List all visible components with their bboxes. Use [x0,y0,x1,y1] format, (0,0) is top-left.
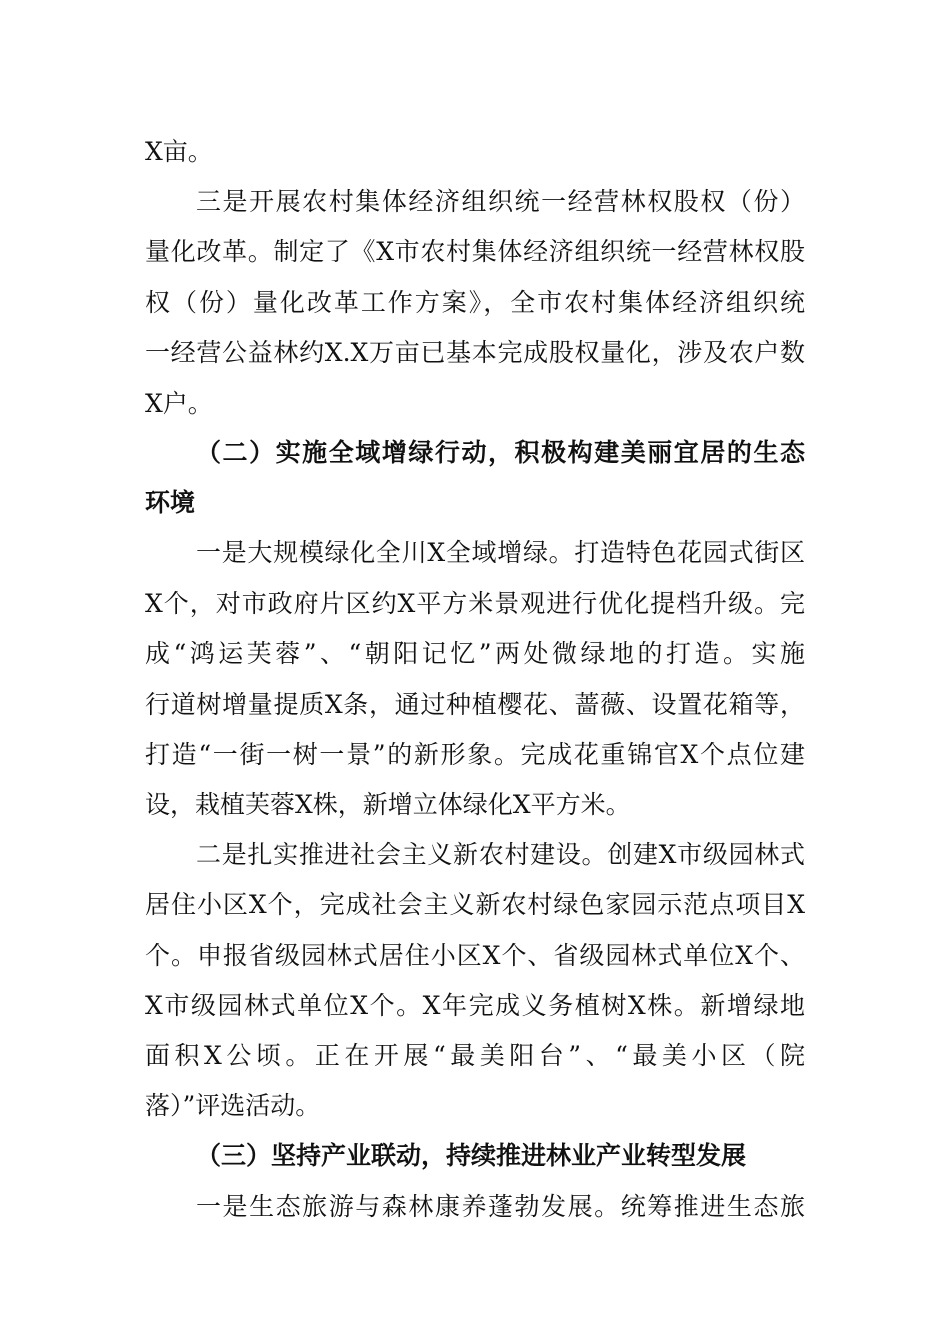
text-line: 落）”评选活动。 [145,1091,321,1120]
text-line: 打造“一街一树一景”的新形象。完成花重锦官X个点位建 [145,740,805,769]
paragraph-first-line: 三是开展农村集体经济组织统一经营林权股权（份） [196,187,805,216]
text-line: X户。 [145,389,213,418]
text-line: 行道树增量提质X条，通过种植樱花、蔷薇、设置花箱等， [145,690,805,719]
text-line: X市级园林式单位X个。X年完成义务植树X株。新增绿地 [145,991,805,1020]
text-line: 权（份）量化改革工作方案》，全市农村集体经济组织统 [145,288,805,317]
text-line: 一经营公益林约X.X万亩已基本完成股权量化，涉及农户数 [145,338,805,367]
section-heading-continued: 环境 [145,488,196,517]
paragraph-first-line: 一是大规模绿化全川X全域增绿。打造特色花园式街区 [196,538,805,567]
text-line: X亩。 [145,137,213,166]
text-line: 面积X公顷。正在开展“最美阳台”、“最美小区（院 [145,1041,805,1070]
text-line: 个。申报省级园林式居住小区X个、省级园林式单位X个、 [145,941,805,970]
text-line: 成“鸿运芙蓉”、“朝阳记忆”两处微绿地的打造。实施 [145,639,805,668]
paragraph-first-line: 一是生态旅游与森林康养蓬勃发展。统筹推进生态旅 [196,1192,805,1221]
text-line: 量化改革。制定了《X市农村集体经济组织统一经营林权股 [145,237,805,266]
section-heading: （二）实施全域增绿行动，积极构建美丽宜居的生态 [196,438,805,467]
text-line: X个，对市政府片区约X平方米景观进行优化提档升级。完 [145,589,805,618]
text-line: 居住小区X个，完成社会主义新农村绿色家园示范点项目X [145,890,805,919]
section-heading: （三）坚持产业联动，持续推进林业产业转型发展 [196,1141,747,1170]
paragraph-first-line: 二是扎实推进社会主义新农村建设。创建X市级园林式 [196,840,805,869]
text-line: 设，栽植芙蓉X株，新增立体绿化X平方米。 [145,790,631,819]
